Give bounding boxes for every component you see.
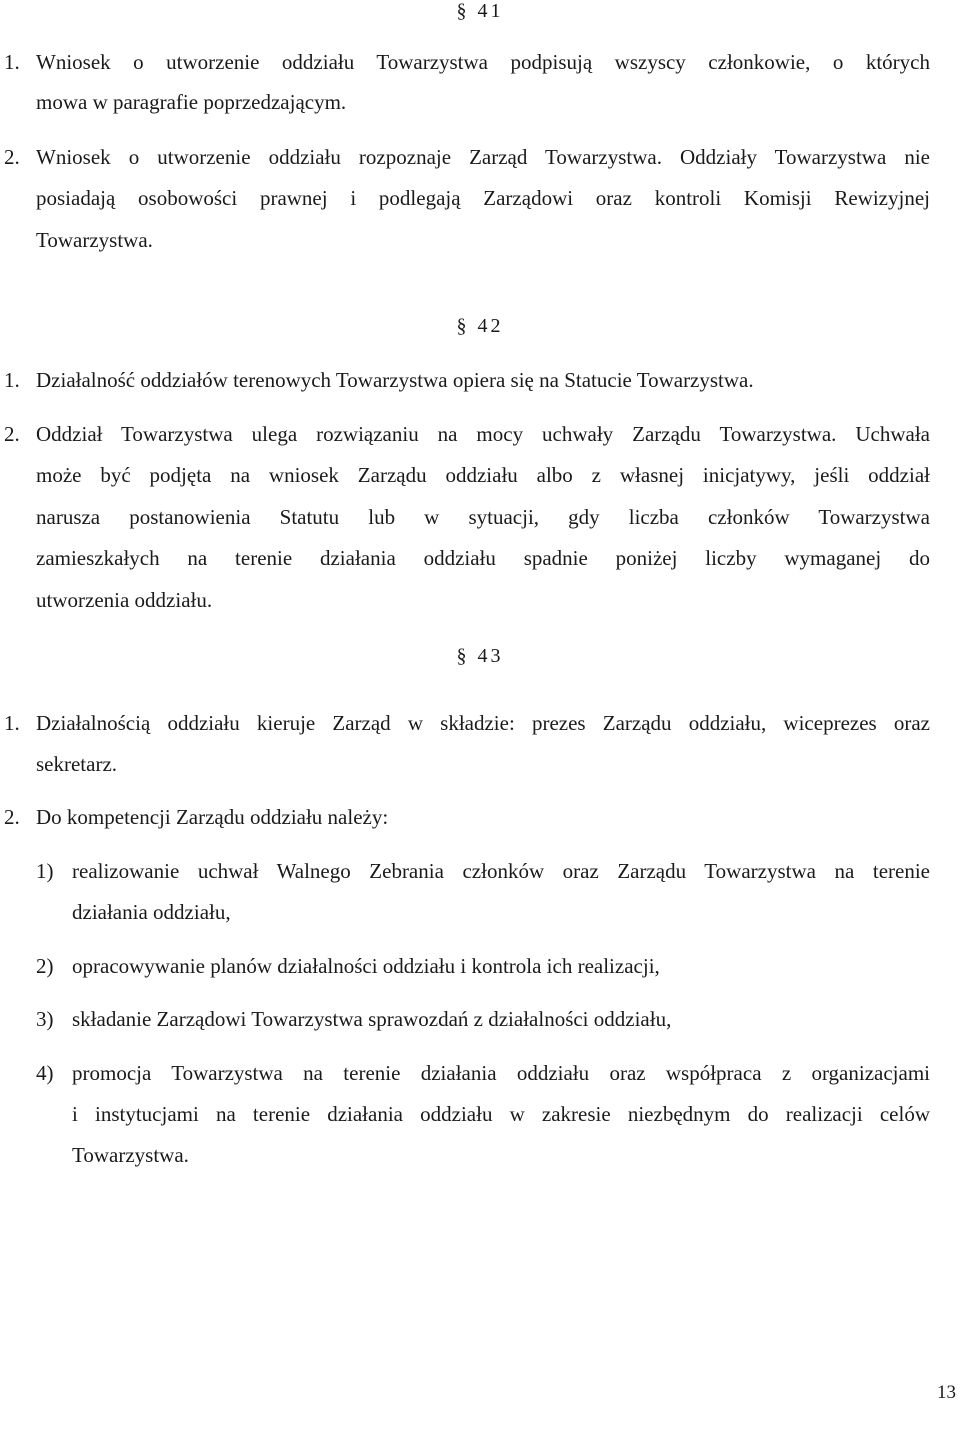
section-heading-42: § 42 <box>456 315 504 337</box>
paragraph-line: sekretarz. <box>36 752 118 776</box>
page-number: 13 <box>937 1382 956 1403</box>
paragraph-line: Oddział Towarzystwa ulega rozwiązaniu na mocy uchwały Zarządu Towarzystwa. Uchwała <box>36 422 930 446</box>
section-heading-41: § 41 <box>456 0 504 22</box>
paragraph-line: opracowywanie planów działalności oddziału i kontrola ich realizacji, <box>72 954 660 978</box>
paragraph-line: Wniosek o utworzenie oddziału Towarzystwa podpisują wszyscy członkowie, o których <box>36 50 930 74</box>
paragraph-line: posiadają osobowości prawnej i podlegają Zarządowi oraz kontroli Komisji Rewizyjnej <box>36 186 930 210</box>
paragraph-line: promocja Towarzystwa na terenie działania oddziału oraz współpraca z organizacjami <box>72 1061 930 1085</box>
item-number: 2. <box>4 805 20 829</box>
paragraph-line: składanie Zarządowi Towarzystwa sprawozdań z działalności oddziału, <box>72 1007 672 1031</box>
item-number: 1. <box>4 50 20 74</box>
subitem-number: 2) <box>36 954 54 978</box>
paragraph-line: zamieszkałych na terenie działania oddziału spadnie poniżej liczby wymaganej do <box>36 546 930 570</box>
paragraph-line: narusza postanowienia Statutu lub w sytuacji, gdy liczba członków Towarzystwa <box>36 505 930 529</box>
paragraph-line: Działalnością oddziału kieruje Zarząd w składzie: prezes Zarządu oddziału, wiceprezes oraz <box>36 711 930 735</box>
subitem-number: 3) <box>36 1007 54 1031</box>
section-heading-43: § 43 <box>456 645 504 667</box>
item-number: 1. <box>4 368 20 392</box>
paragraph-line: i instytucjami na terenie działania oddziału w zakresie niezbędnym do realizacji celów <box>72 1102 930 1126</box>
item-number: 1. <box>4 711 20 735</box>
subitem-number: 4) <box>36 1061 54 1085</box>
paragraph-line: realizowanie uchwał Walnego Zebrania członków oraz Zarządu Towarzystwa na terenie <box>72 859 930 883</box>
item-number: 2. <box>4 422 20 446</box>
paragraph-line: utworzenia oddziału. <box>36 588 213 612</box>
item-number: 2. <box>4 145 20 169</box>
paragraph-line: może być podjęta na wniosek Zarządu oddziału albo z własnej inicjatywy, jeśli oddział <box>36 463 930 487</box>
paragraph-line: Działalność oddziałów terenowych Towarzystwa opiera się na Statucie Towarzystwa. <box>36 368 754 392</box>
subitem-number: 1) <box>36 859 54 883</box>
paragraph-line: Towarzystwa. <box>36 228 153 252</box>
paragraph-line: mowa w paragrafie poprzedzającym. <box>36 90 347 114</box>
paragraph-line: Towarzystwa. <box>72 1143 189 1167</box>
paragraph-line: działania oddziału, <box>72 900 231 924</box>
paragraph-line: Wniosek o utworzenie oddziału rozpoznaje Zarząd Towarzystwa. Oddziały Towarzystwa nie <box>36 145 930 169</box>
paragraph-line: Do kompetencji Zarządu oddziału należy: <box>36 805 389 829</box>
